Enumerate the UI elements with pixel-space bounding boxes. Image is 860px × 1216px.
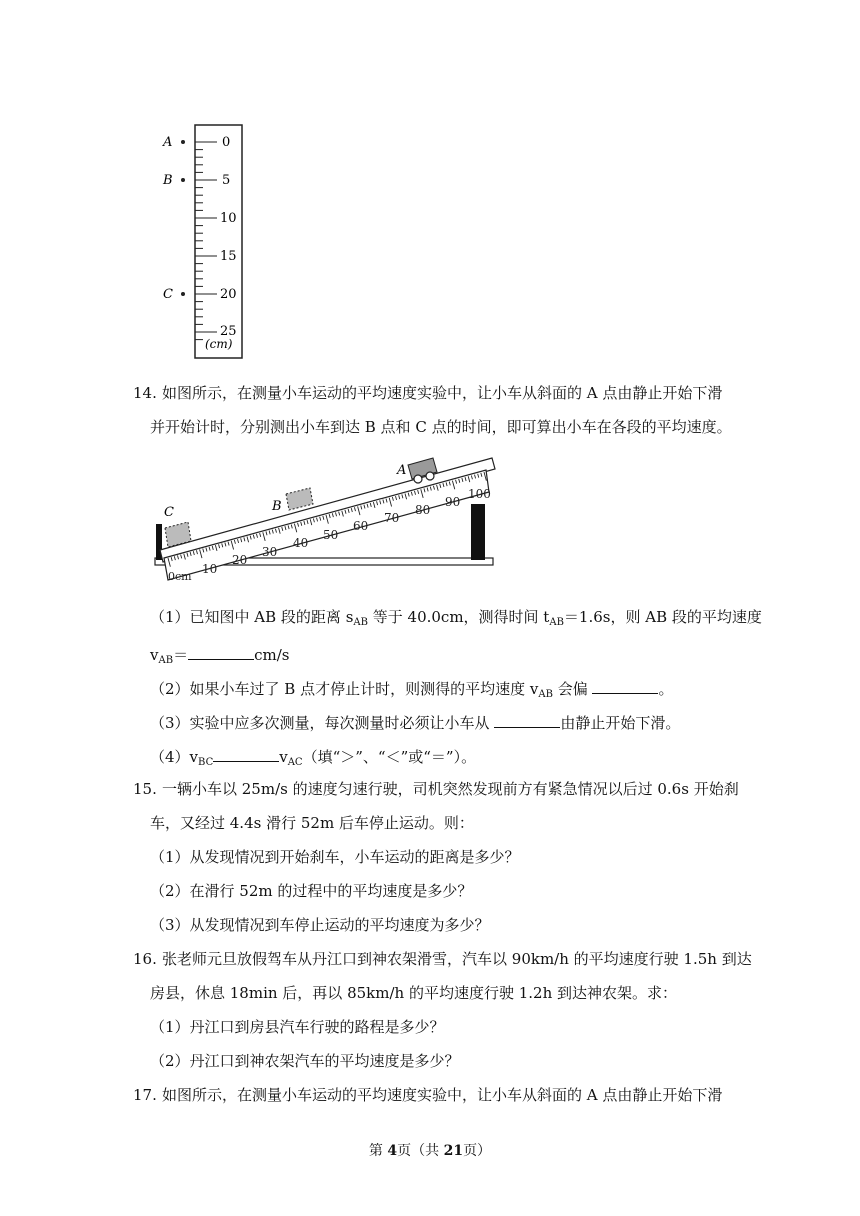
car-at-c: [164, 505, 191, 547]
incline-figure: [150, 452, 500, 592]
q15-part1: （1）从发现情况到开始刹车，小车运动的距离是多少？: [150, 848, 520, 866]
q14-stem-line1: 如图所示，在测量小车运动的平均速度实验中，让小车从斜面的 A 点由静止开始下滑: [162, 384, 723, 402]
svg-text:A: A: [397, 463, 407, 478]
q16-number: 16.: [133, 950, 157, 968]
q15-number: 15.: [133, 780, 157, 798]
q16-part2: （2）丹江口到神农架汽车的平均速度是多少？: [150, 1052, 460, 1070]
q15-line1: 一辆小车以 25m/s 的速度匀速行驶，司机突然发现前方有紧急情况以后过 0.6s 开始刹: [162, 780, 739, 798]
q17-number: 17.: [133, 1086, 157, 1104]
incline-scale-label: 60: [353, 519, 369, 533]
q16-line2: 房县，休息 18min 后，再以 85km/h 的平均速度行驶 1.2h 到达神农架。求：: [150, 984, 678, 1002]
support-post: [471, 504, 485, 560]
page-footer: 第 4页（共 21页）: [368, 1143, 492, 1159]
ruler-tick-label: 10: [220, 211, 237, 226]
q14-part4: $(4)v_{BC}$ $v_{AC}$（填“＞”、“＜”或“＝”）。: [150, 745, 476, 773]
q16-part1: （1）丹江口到房县汽车行驶的路程是多少？: [150, 1018, 445, 1036]
ruler-point-b: [162, 173, 185, 188]
incline-scale-label: 70: [384, 511, 400, 525]
ruler-tick-label: 25: [220, 324, 237, 339]
ruler-unit-label: (cm): [205, 337, 233, 351]
answer-blank[interactable]: [188, 643, 254, 660]
ruler-point-c: [163, 287, 185, 302]
incline-scale-label: 30: [262, 545, 278, 559]
q14-part3: （3）实验中应多次测量，每次测量时必须让小车从 由静止开始下滑。: [150, 711, 680, 733]
ruler-tick-label: 5: [222, 173, 231, 188]
incline-scale-label: 80: [415, 503, 431, 517]
q14-part1-line2: $v_{AB}= cm/s$: [150, 643, 289, 671]
q15-line2: 车，又经过 4.4s 滑行 52m 后车停止运动。则：: [150, 814, 474, 832]
answer-blank[interactable]: [592, 677, 658, 694]
q15-part3: （3）从发现情况到车停止运动的平均速度为多少？: [150, 916, 490, 934]
svg-text:B: B: [163, 173, 173, 188]
incline-scale-label: 20: [232, 553, 248, 567]
incline-scale-label: 90: [445, 495, 461, 509]
svg-text:A: A: [163, 135, 173, 150]
svg-text:B: B: [272, 499, 282, 514]
car-at-a: [396, 458, 437, 483]
ruler-tick-label: 0: [222, 135, 231, 150]
current-page-number: 4: [387, 1143, 398, 1159]
ruler-tick-label: 15: [220, 249, 237, 264]
q14-part1-line1: （1）已知图中 AB 段的距离 $s_{AB}$ 等于 40.0cm，测得时间 $t_{AB}=1.6s$，则 AB 段的平均速度: [150, 608, 762, 628]
q15-part2: （2）在滑行 52m 的过程中的平均速度是多少？: [150, 882, 473, 900]
q14-part2: （2）如果小车过了 B 点才停止计时，则测得的平均速度 $v_{AB}$ 会偏 。: [150, 677, 674, 705]
incline-scale-label: 100: [468, 487, 491, 501]
answer-blank[interactable]: [494, 711, 560, 728]
q14-number: 14.: [133, 384, 157, 402]
svg-text:C: C: [164, 505, 174, 520]
svg-text:C: C: [163, 287, 173, 302]
ruler-tick-label: 20: [220, 287, 237, 302]
total-pages: 21: [443, 1143, 464, 1159]
incline-scale-label: 10: [202, 562, 218, 576]
q14-stem-line2: 并开始计时，分别测出小车到达 B 点和 C 点的时间，即可算出小车在各段的平均速度。: [150, 418, 732, 436]
ruler-point-a: [162, 135, 185, 150]
answer-blank[interactable]: [213, 745, 279, 762]
vertical-ruler-figure: [150, 118, 260, 363]
q17-line1: 如图所示，在测量小车运动的平均速度实验中，让小车从斜面的 A 点由静止开始下滑: [162, 1086, 723, 1104]
q16-line1: 张老师元旦放假驾车从丹江口到神农架滑雪，汽车以 90km/h 的平均速度行驶 1.5h 到达: [162, 950, 752, 968]
incline-scale-label: 0cm: [168, 570, 192, 583]
incline-scale-label: 40: [293, 536, 309, 550]
incline-scale-label: 50: [323, 528, 339, 542]
